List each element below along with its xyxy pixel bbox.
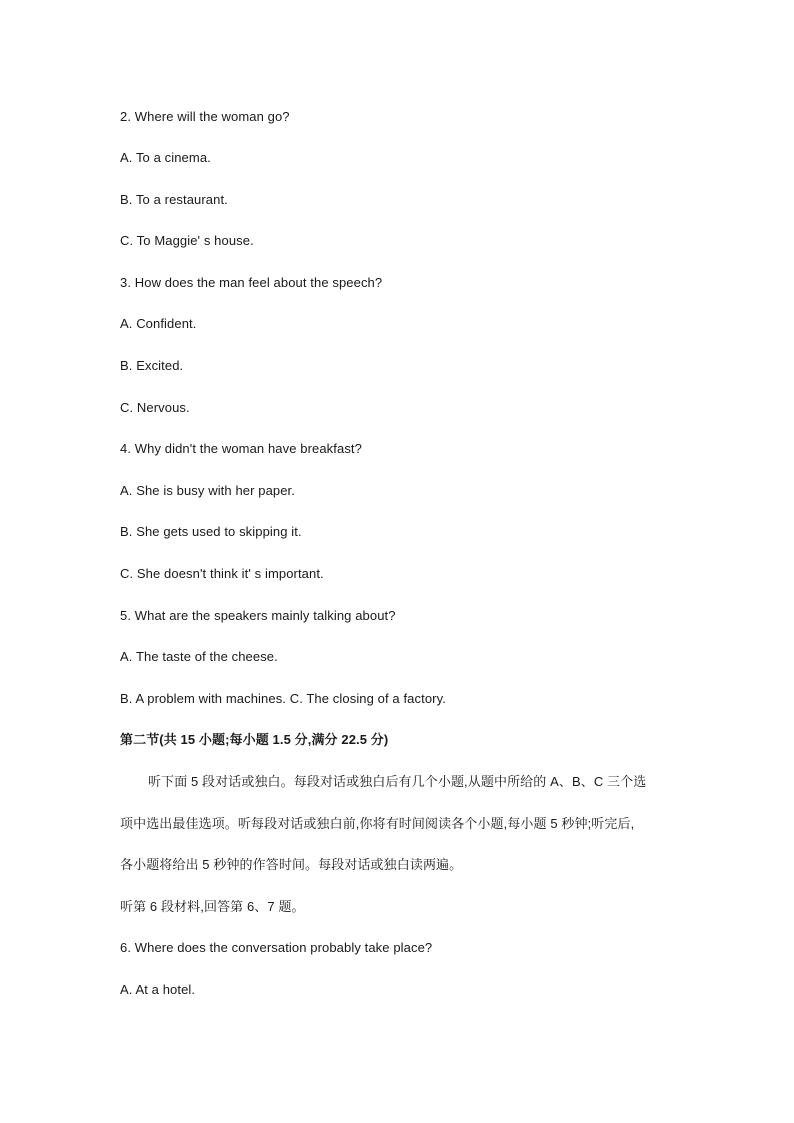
question-2-option-c: C. To Maggie' s house. bbox=[120, 233, 254, 248]
question-2-option-b: B. To a restaurant. bbox=[120, 192, 228, 207]
section-2-instruction-line-2: 项中选出最佳选项。听每段对话或独白前,你将有时间阅读各个小题,每小题 5 秒钟;听完后, bbox=[120, 816, 635, 831]
question-5-stem: 5. What are the speakers mainly talking about? bbox=[120, 608, 396, 623]
question-2-stem: 2. Where will the woman go? bbox=[120, 109, 290, 124]
question-2-option-a: A. To a cinema. bbox=[120, 150, 211, 165]
question-6-stem: 6. Where does the conversation probably take place? bbox=[120, 940, 433, 955]
section-2-instruction-line-3: 各小题将给出 5 秒钟的作答时间。每段对话或独白读两遍。 bbox=[120, 857, 463, 872]
question-3-option-a: A. Confident. bbox=[120, 316, 197, 331]
question-6-option-a: A. At a hotel. bbox=[120, 982, 196, 997]
material-6-note: 听第 6 段材料,回答第 6、7 题。 bbox=[120, 899, 305, 914]
question-4-option-a: A. She is busy with her paper. bbox=[120, 483, 295, 498]
question-5-option-b-c: B. A problem with machines. C. The closing of a factory. bbox=[120, 691, 446, 706]
question-4-option-b: B. She gets used to skipping it. bbox=[120, 524, 302, 539]
section-2-instruction-line-1: 听下面 5 段对话或独白。每段对话或独白后有几个小题,从题中所给的 A、B、C 三个选 bbox=[148, 774, 647, 789]
question-4-stem: 4. Why didn't the woman have breakfast? bbox=[120, 441, 362, 456]
section-2-title: 第二节(共 15 小题;每小题 1.5 分,满分 22.5 分) bbox=[120, 732, 389, 747]
question-5-option-a: A. The taste of the cheese. bbox=[120, 649, 278, 664]
question-3-option-b: B. Excited. bbox=[120, 358, 184, 373]
question-3-stem: 3. How does the man feel about the speech? bbox=[120, 275, 383, 290]
question-3-option-c: C. Nervous. bbox=[120, 400, 190, 415]
question-4-option-c: C. She doesn't think it' s important. bbox=[120, 566, 324, 581]
